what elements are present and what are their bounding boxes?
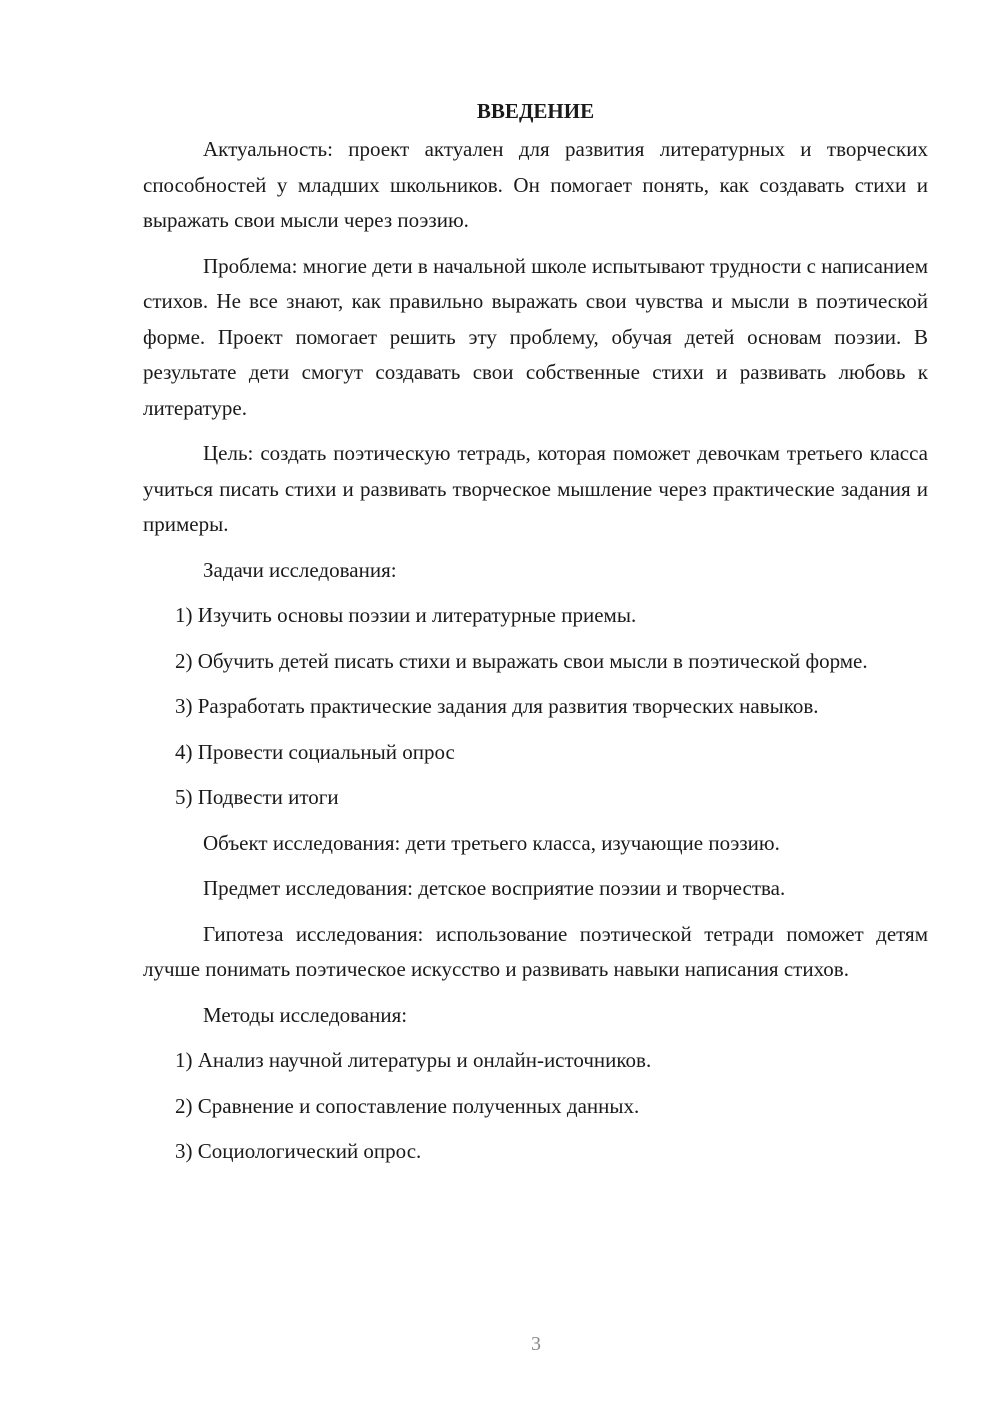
hypothesis-paragraph: Гипотеза исследования: использование поэтической тетради поможет детям лучше понимать поэтическое искусство и развивать навыки написания стихов. — [143, 921, 928, 981]
goal-paragraph: Цель: создать поэтическую тетрадь, которая поможет девочкам третьего класса учиться писать стихи и развивать творческое мышление через практические задания и примеры. — [143, 441, 928, 536]
tasks-heading: Задачи исследования: — [203, 557, 397, 582]
problem-paragraph: Проблема: многие дети в начальной школе испытывают трудности с написанием стихов. Не все знают, как правильно выражать свои чувства и мысли в поэтической форме. Проект помогает решить эту проблему, обучая детей основам поэзии. В результате дети смогут создавать свои собственные стихи и развивать любовь к литературе. — [143, 253, 928, 420]
methods-heading: Методы исследования: — [203, 1002, 408, 1027]
relevance-paragraph: Актуальность: проект актуален для развития литературных и творческих способностей у младших школьников. Он помогает понять, как создавать стихи и выражать свои мысли через поэзию. — [143, 137, 928, 232]
page-title: ВВЕДЕНИЕ — [476, 99, 595, 123]
document-page — [143, 96, 928, 1180]
task-item-5: 5) Подвести итоги — [175, 785, 339, 809]
method-item-1: 1) Анализ научной литературы и онлайн-источников. — [175, 1048, 652, 1072]
method-item-2: 2) Сравнение и сопоставление полученных данных. — [175, 1093, 640, 1118]
method-item-3: 3) Социологический опрос. — [175, 1139, 422, 1163]
task-item-2: 2) Обучить детей писать стихи и выражать свои мысли в поэтической форме. — [175, 648, 868, 673]
subject-paragraph: Предмет исследования: детское восприятие поэзии и творчества. — [203, 876, 786, 900]
task-item-1: 1) Изучить основы поэзии и литературные приемы. — [175, 603, 637, 627]
task-item-3: 3) Разработать практические задания для развития творческих навыков. — [175, 694, 819, 718]
page-number: 3 — [531, 1333, 541, 1355]
task-item-4: 4) Провести социальный опрос — [175, 739, 455, 764]
object-paragraph: Объект исследования: дети третьего класса, изучающие поэзию. — [203, 830, 780, 855]
